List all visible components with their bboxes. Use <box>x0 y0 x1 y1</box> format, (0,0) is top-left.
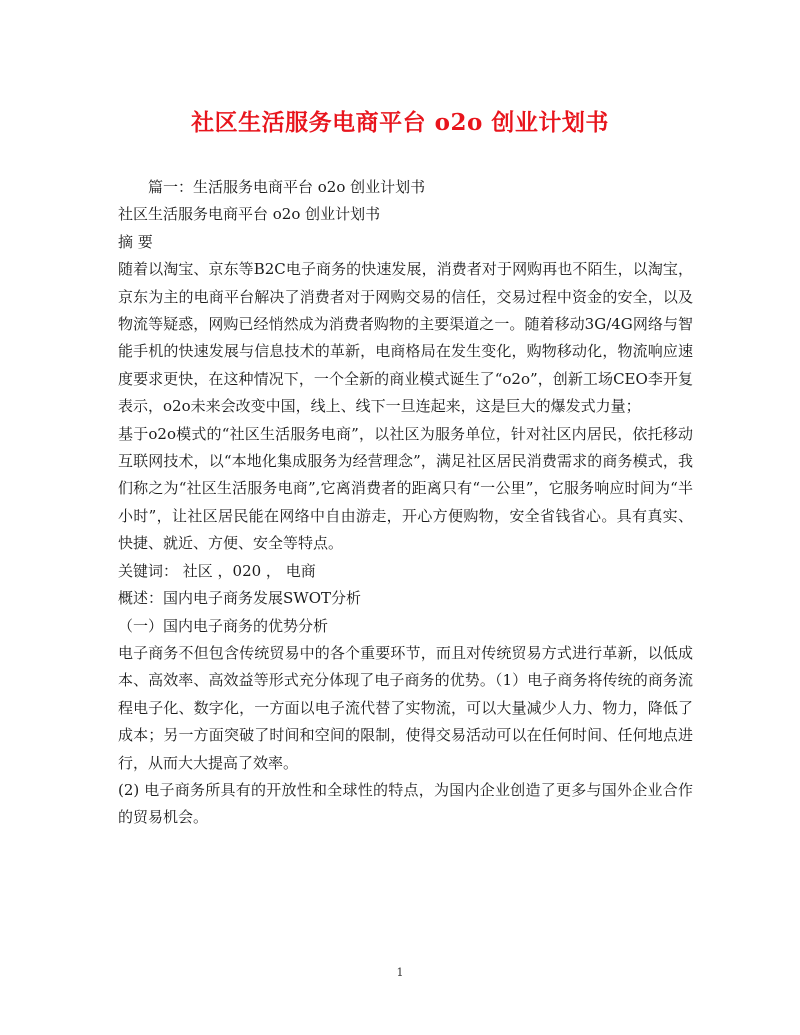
document-body <box>118 174 693 832</box>
chapter-heading: 篇一：生活服务电商平台 o2o 创业计划书 <box>148 178 426 196</box>
plan-title-line: 社区生活服务电商平台 o2o 创业计划书 <box>118 205 381 224</box>
document-title: 社区生活服务电商平台 o2o 创业计划书 <box>191 109 609 136</box>
page-number: 1 <box>396 966 404 979</box>
paragraph-model: 基于o2o模式的“社区生活服务电商”，以社区为服务单位，针对社区内居民，依托移动互联网技术，以“本地化集成服务为经营理念”，满足社区居民消费需求的商务模式，我们称之为“社区生活服务电商”,它离消费者的距离只有“一公里”，它服务响应时间为“半小时”，让社区居民能在网络中自由游走，开心方便购物，安全省钱省心。具有真实、快捷、就近、方便、安全等特点。 <box>118 424 693 553</box>
abstract-heading: 摘 要 <box>118 232 153 251</box>
keywords-line: 关键词： 社区 ，020 ， 电商 <box>118 561 316 580</box>
paragraph-advantages: 电子商务不但包含传统贸易中的各个重要环节，而且对传统贸易方式进行革新，以低成本、高效率、高效益等形式充分体现了电子商务的优势。（1）电子商务将传统的商务流程电子化、数字化，一方面以电子流代替了实物流，可以大量减少人力、物力，降低了成本；另一方面突破了时间和空间的限制，使得交易活动可以在任何时间、任何地点进行，从而大大提高了效率。 <box>118 643 693 772</box>
paragraph-openness: (2) 电子商务所具有的开放性和全球性的特点，为国内企业创造了更多与国外企业合作的贸易机会。 <box>118 780 693 827</box>
overview-heading: 概述：国内电子商务发展SWOT分析 <box>118 589 361 608</box>
section-heading-advantages: （一）国内电子商务的优势分析 <box>118 616 329 635</box>
paragraph-background: 随着以淘宝、京东等B2C电子商务的快速发展，消费者对于网购再也不陌生，以淘宝，京东为主的电商平台解决了消费者对于网购交易的信任，交易过程中资金的安全，以及物流等疑惑，网购已经悄然成为消费者购物的主要渠道之一。随着移动3G/4G网络与智能手机的快速发展与信息技术的革新，电商格局在发生变化，购物移动化，物流响应速度要求更快，在这种情况下，一个全新的商业模式诞生了“o2o”，创新工场CEO李开复表示，o2o未来会改变中国，线上、线下一旦连起来，这是巨大的爆发式力量； <box>118 260 693 416</box>
